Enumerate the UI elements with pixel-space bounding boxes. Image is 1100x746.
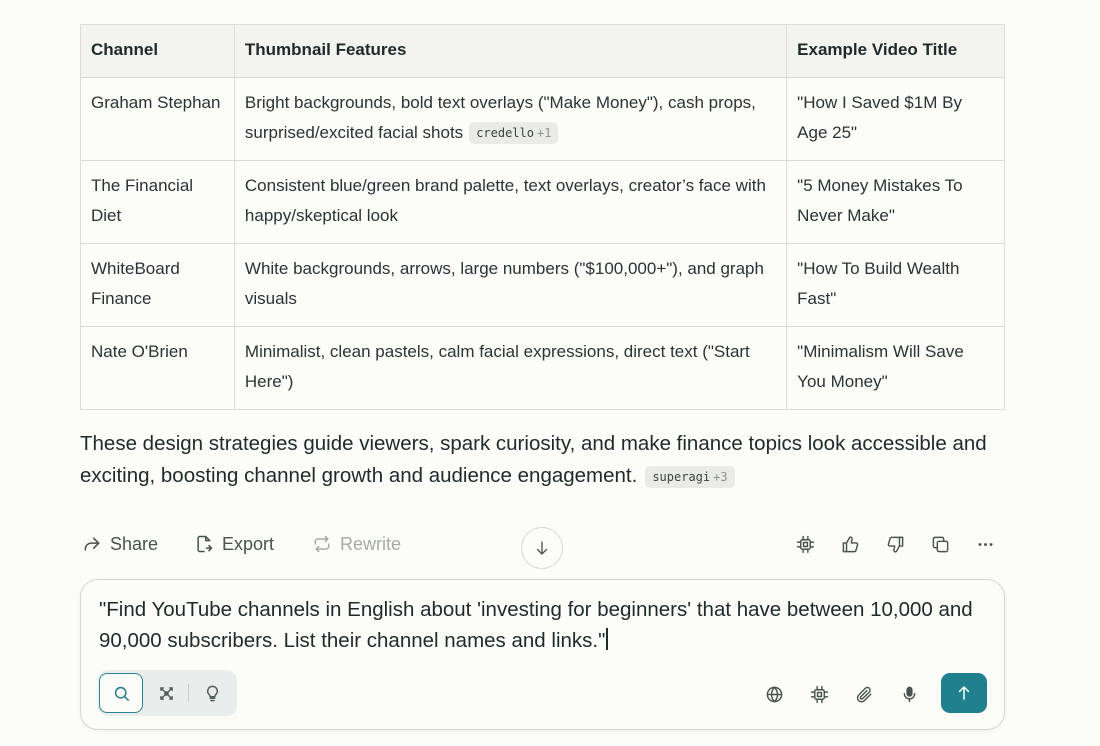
cell-title: "5 Money Mistakes To Never Make" <box>787 161 1005 244</box>
cell-features <box>234 78 786 161</box>
copy-button[interactable] <box>928 532 952 556</box>
export-label: Export <box>222 533 275 554</box>
search-icon <box>112 684 131 703</box>
header-channel: Channel <box>81 25 235 78</box>
citation-source: superagi <box>652 470 711 484</box>
table-row <box>81 78 1005 161</box>
globe-icon <box>765 685 784 704</box>
cell-title: "How To Build Wealth Fast" <box>787 244 1005 327</box>
text-caret <box>606 628 608 650</box>
cell-channel: The Financial Diet <box>81 161 235 244</box>
scroll-to-bottom-button[interactable] <box>521 527 563 569</box>
query-input[interactable] <box>99 594 979 656</box>
submit-button[interactable] <box>941 673 987 713</box>
summary-text: These design strategies guide viewers, spark curiosity, and make finance topics look accessible and exciting, boosting channel growth and audience engagement. <box>80 432 987 487</box>
table-row <box>81 161 1005 244</box>
like-button[interactable] <box>838 532 862 556</box>
cell-features: White backgrounds, arrows, large numbers ("$100,000+"), and graph visuals <box>234 244 786 327</box>
table-row <box>81 244 1005 327</box>
chip-icon <box>796 535 815 554</box>
cell-channel: Nate O'Brien <box>81 327 235 410</box>
rewrite-loop-icon <box>312 534 332 554</box>
rewrite-label: Rewrite <box>340 533 402 554</box>
share-button[interactable] <box>82 528 158 560</box>
citation-count: +1 <box>536 126 552 140</box>
cell-title: "How I Saved $1M By Age 25" <box>787 78 1005 161</box>
comparison-table-container <box>80 24 1005 410</box>
export-button[interactable] <box>194 528 274 560</box>
comparison-table <box>80 24 1005 410</box>
voice-input-button[interactable] <box>897 682 921 706</box>
model-chip-button[interactable] <box>793 532 817 556</box>
arrow-down-icon <box>533 539 551 557</box>
search-mode-button[interactable] <box>99 673 143 713</box>
header-thumbnail-features: Thumbnail Features <box>234 25 786 78</box>
answer-summary <box>80 428 1010 492</box>
research-mode-button[interactable] <box>144 673 188 713</box>
citation-chip[interactable] <box>469 122 558 144</box>
cell-features: Minimalist, clean pastels, calm facial expressions, direct text ("Start Here") <box>234 327 786 410</box>
chip-icon <box>810 685 829 704</box>
header-example-video-title: Example Video Title <box>787 25 1005 78</box>
citation-count: +3 <box>713 470 728 484</box>
model-select-button[interactable] <box>807 682 831 706</box>
research-icon <box>157 684 176 703</box>
more-dots-icon <box>976 535 995 554</box>
cell-channel: Graham Stephan <box>81 78 235 161</box>
table-row <box>81 327 1005 410</box>
cell-features-text: Bright backgrounds, bold text overlays ("Make Money"), cash props, surprised/excited facial shots <box>244 93 756 142</box>
export-file-icon <box>194 534 214 554</box>
composer <box>80 579 1005 730</box>
cell-features: Consistent blue/green brand palette, text overlays, creator’s face with happy/skeptical look <box>234 161 786 244</box>
table-header-row <box>81 25 1005 78</box>
thumbs-down-icon <box>886 535 905 554</box>
attach-button[interactable] <box>852 682 876 706</box>
lightbulb-icon <box>203 684 222 703</box>
mode-separator <box>188 684 189 702</box>
query-text: "Find YouTube channels in English about 'investing for beginners' that have between 10,000 and 90,000 subscribers. List their channel names and links." <box>99 598 973 652</box>
dislike-button[interactable] <box>883 532 907 556</box>
citation-chip[interactable] <box>645 466 734 488</box>
arrow-up-icon <box>955 684 973 702</box>
search-mode-toggle <box>98 670 237 716</box>
web-source-button[interactable] <box>762 682 786 706</box>
share-arrow-icon <box>82 534 102 554</box>
copy-icon <box>931 535 950 554</box>
rewrite-button[interactable] <box>312 528 401 560</box>
cell-title: "Minimalism Will Save You Money" <box>787 327 1005 410</box>
share-label: Share <box>110 533 159 554</box>
labs-mode-button[interactable] <box>190 673 234 713</box>
microphone-icon <box>900 685 919 704</box>
paperclip-icon <box>855 685 874 704</box>
thumbs-up-icon <box>841 535 860 554</box>
more-options-button[interactable] <box>973 532 997 556</box>
citation-source: credello <box>476 126 534 140</box>
cell-channel: WhiteBoard Finance <box>81 244 235 327</box>
